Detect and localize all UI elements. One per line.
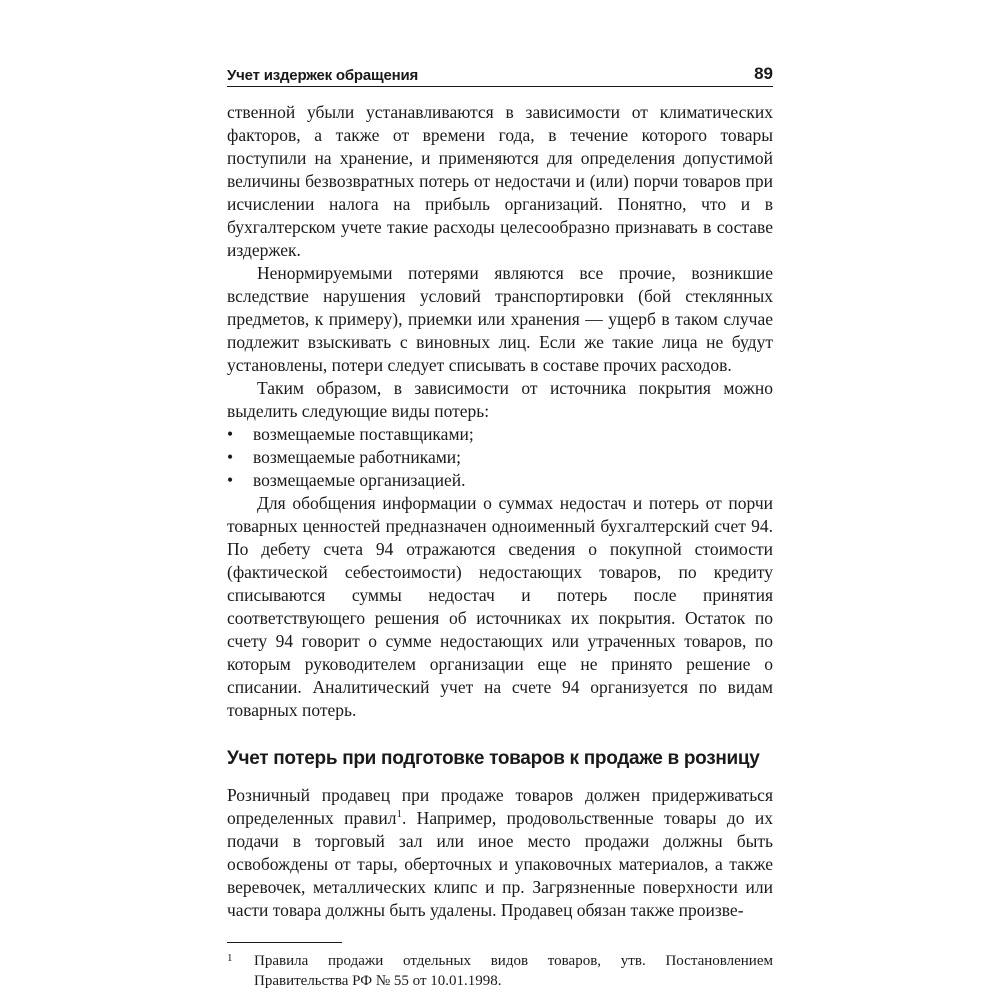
page-number: 89 xyxy=(754,64,773,83)
paragraph-text: Розничный продавец при продаже товаров должен придерживаться определенных правил xyxy=(227,785,773,828)
paragraph: Ненормируемыми потерями являются все прочие, возникшие вследствие нарушения условий транспортировки (бой стеклянных предметов, к примеру), приемки или хранения — ущерб в таком случае подлежит взыскивать с виновных лиц. Если же такие лица не будут установлены, потери следует списывать в составе прочих расходов. xyxy=(227,263,773,375)
list-item-text: возмещаемые поставщиками; xyxy=(253,424,474,444)
list-item xyxy=(227,446,773,469)
list-item xyxy=(227,469,773,492)
running-header xyxy=(227,58,773,87)
footnote-divider xyxy=(227,942,342,943)
paragraph: Таким образом, в зависимости от источника покрытия можно выделить следующие виды потерь: xyxy=(227,378,773,421)
paragraph xyxy=(227,784,773,922)
bullet-icon: • xyxy=(227,424,234,444)
section-heading: Учет потерь при подготовке товаров к продаже в розницу xyxy=(227,748,760,769)
paragraph-text: . Например, продовольственные товары до их подачи в торговый зал или иное место продажи должны быть освобождены от тары, оберточных и упаковочных материалов, а также веревочек, металлических клипс и пр. Загрязненные поверхности или части товара должны быть удалены. Продавец обязан также произве- xyxy=(227,808,774,920)
bullet-icon: • xyxy=(227,447,234,467)
paragraph: Для обобщения информации о суммах недостач и потерь от порчи товарных ценностей предназначен одноименный бухгалтерский счет 94. По дебету счета 94 отражаются сведения о покупной стоимости (фактической себестоимости) недостающих товаров, по кредиту списываются суммы недостач и потерь после принятия соответствующего решения об источниках их покрытия. Остаток по счету 94 говорит о сумме недостающих или утраченных товаров, по которым руководителем организации еще не принято решение о списании. Аналитический учет на счете 94 организуется по видам товарных потерь. xyxy=(227,493,773,720)
list-item xyxy=(227,423,773,446)
list-item-text: возмещаемые организацией. xyxy=(253,470,466,490)
book-page xyxy=(227,58,774,989)
footnote-text: Правила продажи отдельных видов товаров, утв. Постановлением Правительства РФ № 55 от 10.01.1998. xyxy=(254,953,773,989)
footnote-reference: 1 xyxy=(396,808,402,821)
running-title: Учет издержек обращения xyxy=(227,67,419,84)
loss-types-list xyxy=(227,423,773,492)
footnote xyxy=(227,951,773,991)
footnote-mark: 1 xyxy=(227,952,233,964)
list-item-text: возмещаемые работниками; xyxy=(253,447,462,467)
paragraph: ственной убыли устанавливаются в зависимости от климатических факторов, а также от времени года, в течение которого товары поступили на хранение, и применяются для определения допустимой величины безвозвратных потерь от недостачи и (или) порчи товаров при исчислении налога на прибыль организаций. Понятно, что и в бухгалтерском учете такие расходы целесообразно признавать в составе издержек. xyxy=(227,102,773,260)
page-body xyxy=(227,101,773,991)
bullet-icon: • xyxy=(227,470,234,490)
